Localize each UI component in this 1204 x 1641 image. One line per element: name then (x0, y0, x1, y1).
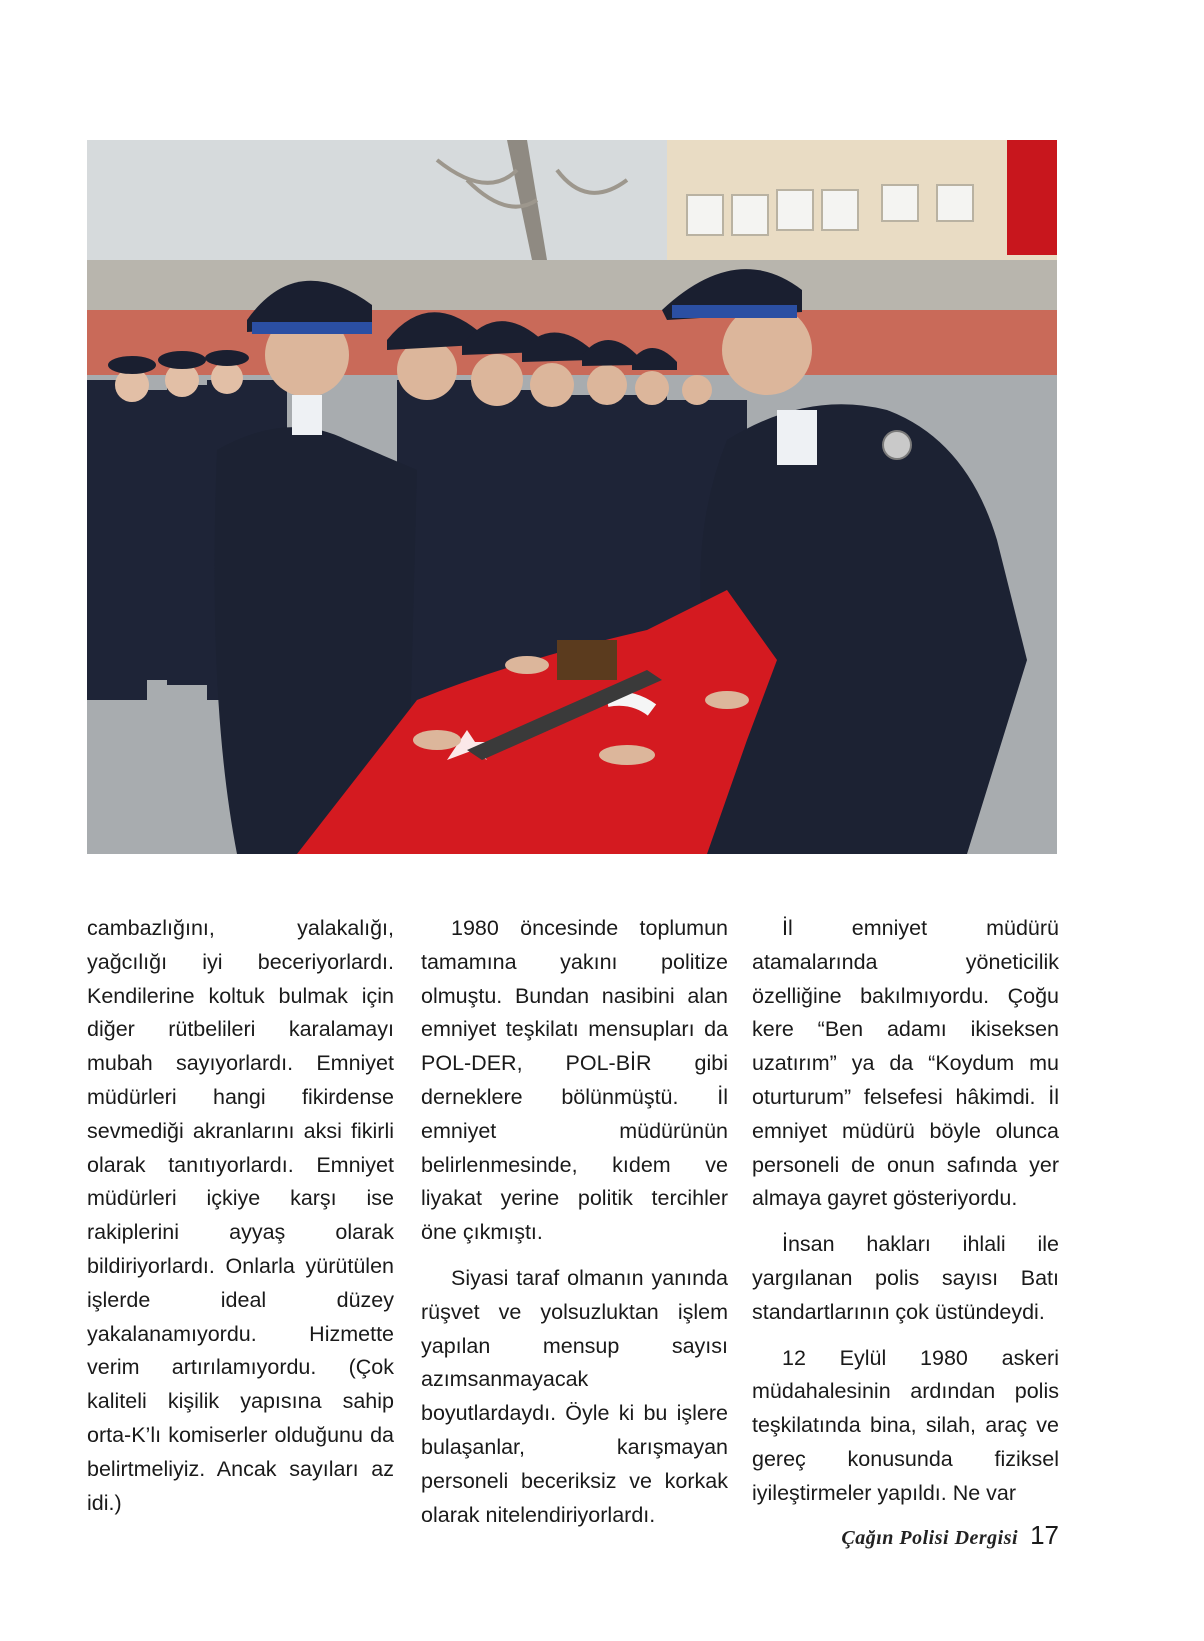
paragraph: İl emniyet müdürü atamalarında yöneticilik özelliğine bakılmıyordu. Çoğu kere “Ben adamı ikiseksen uzatırım” ya da “Koydum mu oturturum” felsefesi hâkimdi. İl emniyet müdürü böyle olunca personeli de onun safında yer almaya gayret gösteriyordu. (752, 916, 1059, 1211)
paragraph: Siyasi taraf olmanın yanında rüşvet ve yolsuzluktan işlem yapılan mensup sayısı azımsanmayacak boyutlardaydı. Öyle ki bu işlere bulaşanlar, karışmayan personeli beceriksiz ve korkak olarak nitelendiriyorlardı. (421, 1265, 728, 1527)
text-column-1 (87, 912, 394, 1532)
magazine-title: Çağın Polisi Dergisi (841, 1527, 1019, 1549)
page-footer (841, 1520, 1059, 1556)
text-column-3 (752, 912, 1059, 1523)
police-ceremony-photo (87, 140, 1057, 854)
page-number: 17 (1030, 1520, 1059, 1550)
photo-illustration (87, 140, 1057, 854)
paragraph: 1980 öncesinde toplumun tamamına yakını politize olmuştu. Bundan nasibini alan emniyet teşkilatı mensupları da POL-DER, POL-BİR gibi derneklere bölünmüştü. İl emniyet müdürünün belirlenmesinde, kıdem ve liyakat yerine politik tercihler öne çıkmıştı. (421, 916, 728, 1245)
text-column-2 (421, 912, 728, 1544)
paragraph: İnsan hakları ihlali ile yargılanan polis sayısı Batı standartlarının çok üstündeydi. (752, 1232, 1059, 1324)
paragraph: 12 Eylül 1980 askeri müdahalesinin ardından polis teşkilatında bina, silah, araç ve gereç konusunda fiziksel iyileştirmeler yapıldı. Ne var (752, 1345, 1059, 1505)
paragraph: cambazlığını, yalakalığı, yağcılığı iyi beceriyorlardı. Kendilerine koltuk bulmak için diğer rütbelileri karalamayı mubah sayıyorlardı. Emniyet müdürleri hangi fikirdense sevmediği akranlarını aksi fikirli olarak tanıtıyorlardı. Emniyet müdürleri içkiye karşı ise rakiplerini ayyaş olarak bildiriyorlardı. Onlarla yürütülen işlerde ideal düzey yakalanamıyordu. Hizmette verim artırılamıyordu. (Çok kaliteli kişilik yapısına sahip orta-K’lı komiserler olduğunu da belirtmeliyiz. Ancak sayıları az idi.) (87, 916, 394, 1515)
